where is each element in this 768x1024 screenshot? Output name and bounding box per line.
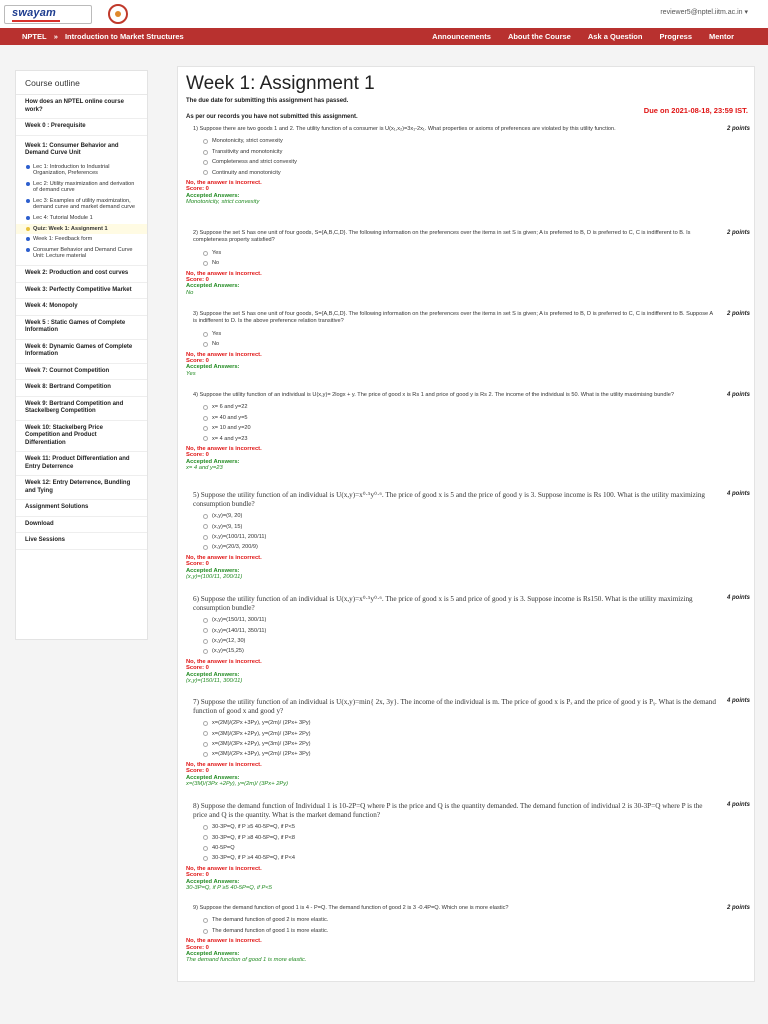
option-label: 30-3P=Q, if P ≥4 40-5P=Q, if P<4 [212,855,296,862]
logo-stripe [12,20,60,22]
option-label: (x,y)=(140/11, 350/11) [212,627,267,634]
sidebar-item[interactable]: Week 10: Stackelberg Price Competition and Product Differentiation [16,421,147,453]
answer-option[interactable] [203,646,754,656]
options-list [186,329,754,350]
answer-option[interactable] [203,511,754,521]
sidebar-item[interactable]: Week 11: Product Differentiation and Entry Deterrence [16,452,147,476]
question-block [186,392,754,472]
accepted-answers-label: Accepted Answers: [186,192,240,199]
answer-option[interactable] [203,729,754,739]
answer-option[interactable] [203,136,754,146]
option-label: (x,y)=(20/3, 200/9) [212,544,258,551]
course-navbar [0,28,768,45]
score-label: Score: 0 [186,277,209,284]
radio-button[interactable] [203,929,208,934]
answer-option[interactable] [203,739,754,749]
accepted-answers-label: Accepted Answers: [186,364,240,371]
options-list [186,248,754,269]
question-block [186,311,754,377]
answer-option[interactable] [203,258,754,268]
radio-button[interactable] [203,545,208,550]
answer-option[interactable] [203,749,754,759]
answer-option[interactable] [203,248,754,258]
nav-progress[interactable]: Progress [659,32,692,41]
option-label: Completeness and strict convexity [212,159,297,166]
sidebar-unit [16,136,147,267]
incorrect-message: No, the answer is incorrect. [186,554,262,561]
sidebar-subitem[interactable]: Lec 4: Tutorial Module 1 [16,213,147,224]
points-label: 4 points [726,595,750,601]
nptel-emblem-icon[interactable] [108,4,128,24]
answer-option[interactable] [203,339,754,349]
radio-button[interactable] [203,649,208,654]
option-label: 40-5P=Q [212,845,235,851]
sidebar-subitem[interactable]: Lec 1: Introduction to Industrial Organization, Preferences [16,162,147,179]
feedback [186,352,754,378]
top-header [0,0,768,28]
radio-button[interactable] [203,150,208,155]
question-text: 1) Suppose there are two goods 1 and 2. The utility function of a consumer is U(x₁,x₂)=3x₁-2x₁. What properties or axioms of preferences are violated by this utility function. [193,126,616,132]
accepted-answer: The demand function of good 1 is more elastic. [186,957,307,964]
due-date: Due on 2021-08-18, 23:59 IST. [643,106,748,115]
sidebar-item[interactable]: Week 5 : Static Games of Complete Information [16,316,147,340]
option-label: The demand function of good 1 is more elastic. [212,927,329,934]
option-label: x=(3M)/(2Px +3Py), y=(2m)/ (2Px+ 3Py) [212,751,311,758]
accepted-answers-label: Accepted Answers: [186,283,240,290]
sidebar-item[interactable]: Week 7: Cournot Competition [16,364,147,381]
accepted-answer: (x,y)=(100/11, 200/11) [186,574,243,581]
sidebar-item[interactable]: Week 4: Monopoly [16,299,147,316]
feedback [186,271,754,297]
points-label: 2 points [726,230,750,236]
sidebar-item[interactable]: Week 3: Perfectly Competitive Market [16,283,147,300]
options-list [186,136,754,178]
option-label: x= 6 and y=22 [212,404,248,411]
answer-option[interactable] [203,626,754,636]
incorrect-message: No, the answer is incorrect. [186,351,262,358]
sidebar-list [16,95,147,550]
option-label: 30-3P=Q, if P ≥5 40-5P=Q, if P<5 [212,824,296,831]
answer-option[interactable] [203,822,754,832]
radio-button[interactable] [203,332,208,337]
option-label: Transitivity and monotonicity [212,148,283,155]
question-block [186,230,754,296]
radio-button[interactable] [203,405,208,410]
accepted-answer: 30-3P=Q, if P ≥5 40-5P=Q, if P<5 [186,885,272,892]
sidebar-item[interactable]: Assignment Solutions [16,500,147,517]
option-label: No [212,341,220,348]
score-label: Score: 0 [186,452,209,459]
points-label: 2 points [726,905,750,911]
answer-option[interactable] [203,157,754,167]
feedback [186,659,754,685]
score-label: Score: 0 [186,358,209,365]
options-list [186,511,754,553]
answer-option[interactable] [203,615,754,625]
question-text: 5) Suppose the utility function of an individual is U(x,y)=x⁰·⁵y⁰·⁶. The price of good x is 5 and the price of good y is 3. Suppose income is Rs 100. What is the utility maximizing consumption bundle? [193,491,706,508]
incorrect-message: No, the answer is incorrect. [186,658,262,665]
question-block [186,595,754,684]
question-block [186,491,754,580]
option-label: Continuity and monotonicity [212,169,281,176]
question-text: 7) Suppose the utility function of an individual is U(x,y)=min{ 2x, 3y}. The income of the individual is m. The price of good x is Pₓ and the price of good y is Pᵧ. What is the demand function of good x and good y? [193,698,716,715]
feedback [186,938,754,964]
sidebar-subitem[interactable]: Lec 3: Examples of utility maximization, demand curve and market demand curve [16,196,147,213]
option-label: x= 40 and y=5 [212,414,248,421]
radio-button[interactable] [203,846,208,851]
answer-option[interactable] [203,853,754,863]
question-block [186,905,754,964]
accepted-answer: (x,y)=(150/11, 300/11) [186,678,243,685]
nav-announcements[interactable]: Announcements [432,32,491,41]
question-text: 6) Suppose the utility function of an individual is U(x,y)=x⁰·⁵y⁰·⁶. The price of good x is 5 and price of good y is 3. Suppose income is Rs150. What is the utility maximizing consumption bundle? [193,595,693,612]
question-block [186,802,754,891]
due-passed-note: The due date for submitting this assignment has passed. [186,98,349,104]
points-label: 4 points [726,392,750,398]
option-label: x=(3M)/(3Px +2Py), y=(3m)/ (3Px+ 2Py) [212,741,311,747]
options-list [186,402,754,444]
answer-option[interactable] [203,843,754,853]
points-label: 4 points [726,802,750,808]
option-label: The demand function of good 2 is more elastic. [212,917,329,924]
feedback [186,555,754,581]
accepted-answers-label: Accepted Answers: [186,951,240,958]
answer-option[interactable] [203,413,754,423]
radio-button[interactable] [203,742,208,747]
radio-button[interactable] [203,918,208,923]
feedback [186,446,754,472]
answer-option[interactable] [203,718,754,728]
points-label: 4 points [726,698,750,704]
sidebar-item[interactable]: Week 9: Bertrand Competition and Stackelberg Competition [16,397,147,421]
answer-option[interactable] [203,532,754,542]
option-label: No [212,260,220,267]
option-label: Yes [212,330,222,337]
question-block [186,126,754,206]
answer-option[interactable] [203,636,754,646]
swayam-logo[interactable] [4,5,92,24]
radio-button[interactable] [203,342,208,347]
radio-button[interactable] [203,721,208,726]
sidebar-subitem[interactable]: Quiz: Week 1: Assignment 1 [16,224,147,235]
radio-button[interactable] [203,639,208,644]
breadcrumb-course[interactable]: Introduction to Market Structures [64,32,184,41]
accepted-answers-label: Accepted Answers: [186,878,240,885]
radio-button[interactable] [203,618,208,623]
option-label: x=(2M)/(2Px +3Py), y=(2m)/ (2Px+ 3Py) [212,720,311,727]
answer-option[interactable] [203,423,754,433]
feedback [186,180,754,206]
feedback [186,762,754,788]
radio-button[interactable] [203,835,208,840]
sidebar-subitem[interactable]: Consumer Behavior and Demand Curve Unit: Lecture material [16,245,147,262]
accepted-answer: Monotonicity, strict convexity [186,199,260,206]
answer-option[interactable] [203,542,754,552]
assignment-panel [177,66,755,982]
logo-text: swayam [12,7,57,19]
points-label: 2 points [726,126,750,132]
answer-option[interactable] [203,402,754,412]
radio-button[interactable] [203,752,208,757]
question-block [186,698,754,787]
score-label: Score: 0 [186,186,209,193]
breadcrumb [22,32,189,41]
accepted-answers-label: Accepted Answers: [186,567,240,574]
score-label: Score: 0 [186,561,209,568]
sidebar-item[interactable]: Live Sessions [16,533,147,550]
accepted-answers-label: Accepted Answers: [186,774,240,781]
incorrect-message: No, the answer is incorrect. [186,865,262,872]
course-outline-sidebar [15,70,148,640]
option-label: (x,y)=(9, 15) [212,523,243,530]
option-label: x=(3M)/(3Px +2Py), y=(2m)/ (3Px+ 2Py) [212,730,311,737]
score-label: Score: 0 [186,665,209,672]
radio-button[interactable] [203,628,208,633]
answer-option[interactable] [203,522,754,532]
sidebar-item[interactable]: Week 8: Bertrand Competition [16,380,147,397]
points-label: 2 points [726,311,750,317]
feedback [186,866,754,892]
radio-button[interactable] [203,170,208,175]
accepted-answer: x= 4 and y=23 [186,465,223,472]
sidebar-item[interactable]: Week 12: Entry Deterrence, Bundling and Tying [16,476,147,500]
radio-button[interactable] [203,139,208,144]
page-title: Week 1: Assignment 1 [186,73,375,94]
answer-option[interactable] [203,168,754,178]
answer-option[interactable] [203,833,754,843]
incorrect-message: No, the answer is incorrect. [186,761,262,768]
accepted-answer: No [186,289,194,296]
radio-button[interactable] [203,731,208,736]
answer-option[interactable] [203,915,754,925]
sidebar-item[interactable]: Download [16,517,147,534]
accepted-answer: Yes [186,370,196,377]
option-label: x= 4 and y=23 [212,435,248,442]
option-label: (x,y)=(100/11, 200/11) [212,534,267,540]
option-label: x= 10 and y=20 [212,425,251,432]
question-text: 8) Suppose the demand function of Individual 1 is 10-2P=Q where P is the price and Q is the quantity demanded. The demand function of individual 2 is 30-3P=Q where P is the price and Q is the quantity. What is the market demand function? [193,802,703,819]
options-list [186,615,754,657]
accepted-answers-label: Accepted Answers: [186,671,240,678]
options-list [186,822,754,864]
sidebar-title: Course outline [16,71,147,95]
radio-button[interactable] [203,524,208,529]
radio-button[interactable] [203,251,208,256]
incorrect-message: No, the answer is incorrect. [186,446,262,453]
nav-links [432,32,734,41]
incorrect-message: No, the answer is incorrect. [186,270,262,277]
radio-button[interactable] [203,436,208,441]
radio-button[interactable] [203,261,208,266]
score-label: Score: 0 [186,768,209,775]
radio-button[interactable] [203,416,208,421]
sidebar-subitem[interactable]: Week 1: Feedback form [16,234,147,245]
sidebar-item[interactable]: Week 6: Dynamic Games of Complete Information [16,340,147,364]
answer-option[interactable] [203,329,754,339]
breadcrumb-separator: » [53,32,58,41]
sidebar-item[interactable]: Week 1: Consumer Behavior and Demand Curve Unit [25,142,119,156]
incorrect-message: No, the answer is incorrect. [186,938,262,945]
option-label: (x,y)=(12, 30) [212,638,246,644]
question-text: 9) Suppose the demand function of good 1 is 4 - P=Q. The demand function of good 2 is 3 -0.4P=Q. Which one is more elastic? [193,905,509,911]
option-label: (x,y)=(9, 20) [212,513,243,520]
nav-about-course[interactable]: About the Course [507,32,571,41]
radio-button[interactable] [203,426,208,431]
option-label: Yes [212,249,222,256]
question-text: 3) Suppose the set S has one unit of four goods, S={A,B,C,D}. The following information on the preferences over the items in set S is given; A is preferred to B, D is preferred to C, C is indifferent to B. Suppose A is indifferent to D. Is the above preference relation transitive? [193,311,713,325]
options-list [186,915,754,936]
radio-button[interactable] [203,160,208,165]
options-list [186,718,754,760]
nav-ask-question[interactable]: Ask a Question [587,32,643,41]
submission-status: As per our records you have not submitted this assignment. [186,114,358,120]
accepted-answer: x=(3M)/(3Px +2Py), y=(2m)/ (3Px+ 2Py) [186,781,289,788]
breadcrumb-nptel[interactable]: NPTEL [22,32,47,41]
score-label: Score: 0 [186,872,209,879]
accepted-answers-label: Accepted Answers: [186,458,240,465]
score-label: Score: 0 [186,944,209,951]
question-text: 4) Suppose the utility function of an individual is U(x,y)= 2logx + y. The price of good x is Rs 1 and price of good y is Rs 2. The income of the individual is 50. What is the utility maximising bundle? [193,392,674,398]
sidebar-item[interactable]: How does an NPTEL online course work? [16,95,147,119]
radio-button[interactable] [203,514,208,519]
radio-button[interactable] [203,825,208,830]
option-label: (x,y)=(150/11, 300/11) [212,617,267,624]
incorrect-message: No, the answer is incorrect. [186,180,262,187]
radio-button[interactable] [203,535,208,540]
sidebar-item[interactable]: Week 0 : Prerequisite [16,119,147,136]
answer-option[interactable] [203,147,754,157]
user-menu[interactable]: reviewer5@nptel.iitm.ac.in ▾ [660,9,748,16]
option-label: Monotonicity, strict convexity [212,138,283,145]
option-label: (x,y)=(15,25) [212,648,244,655]
sidebar-subitem[interactable]: Lec 2: Utility maximization and derivation of demand curve [16,179,147,196]
option-label: 30-3P=Q, if P ≥8 40-5P=Q, if P<8 [212,834,296,841]
nav-mentor[interactable]: Mentor [709,32,734,41]
answer-option[interactable] [203,434,754,444]
answer-option[interactable] [203,926,754,936]
sidebar-item[interactable]: Week 2: Production and cost curves [16,266,147,283]
radio-button[interactable] [203,856,208,861]
points-label: 4 points [726,491,750,497]
question-text: 2) Suppose the set S has one unit of four goods, S={A,B,C,D}. The following information on the preferences over the items in set S is given; A is preferred to B, D is preferred to C, C is indifferent to B. Is completeness property satisfied? [193,230,691,244]
